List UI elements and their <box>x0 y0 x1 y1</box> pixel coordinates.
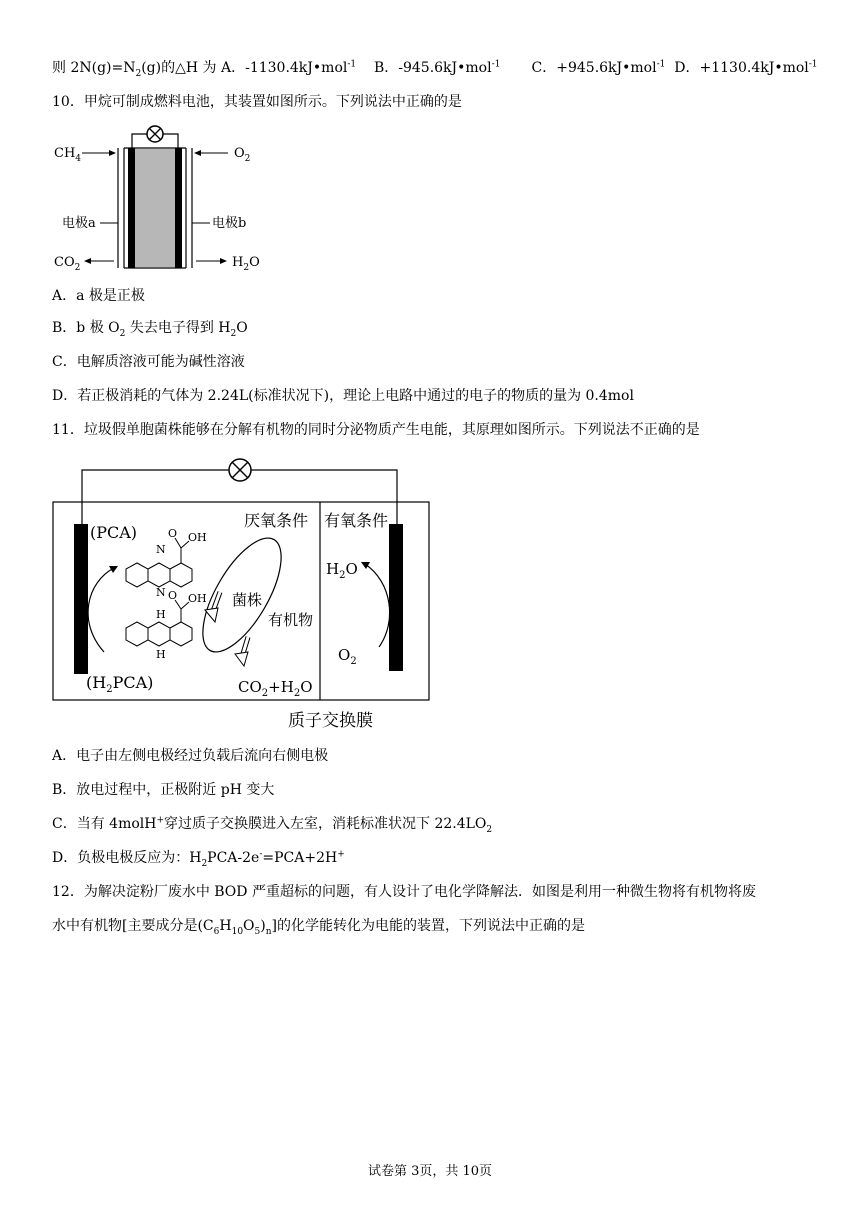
q10-option-d: D．若正极消耗的气体为 2.24L(标准状况下)，理论上电路中通过的电子的物质的量为 0.4mol <box>52 388 634 404</box>
q10-fuel-cell-diagram <box>52 118 282 278</box>
products-label: $CO_2+H_2O$ <box>238 678 313 699</box>
load-icon <box>147 126 163 142</box>
h2pca-label: $(H_2PCA)$ <box>86 673 154 695</box>
membrane-label: 质子交换膜 <box>288 711 373 731</box>
h2o-label: $H_2O$ <box>232 255 260 273</box>
right-electrode <box>389 524 403 671</box>
q11-option-b: B．放电过程中，正极附近 pH 变大 <box>52 782 275 798</box>
q11-microbial-cell-diagram <box>52 452 432 734</box>
svg-text:N: N <box>156 543 166 556</box>
q12-stem-line2: 水中有机物[主要成分是$(C_6H_{10}O_5)_n$]的化学能转化为电能的装置，下列说法中正确的是 <box>52 918 585 937</box>
svg-text:N: N <box>156 586 166 599</box>
aerobic-label: 有氧条件 <box>324 511 389 530</box>
electrode-b <box>175 148 182 268</box>
q11-option-c: C．当有 4molH+穿过质子交换膜进入左室，消耗标准状况下 $22.4LO_2$ <box>52 815 493 835</box>
strain-label: 菌株 <box>232 591 263 609</box>
q12-stem-line1: 12．为解决淀粉厂废水中 BOD 严重超标的问题，有人设计了电化学降解法．如图是利用一种微生物将有机物将废 <box>52 884 756 900</box>
ch4-label: $CH_4$ <box>54 146 82 164</box>
h2o-label: $H_2O$ <box>326 560 358 581</box>
q10-stem: 10．甲烷可制成燃料电池，其装置如图所示。下列说法中正确的是 <box>52 94 462 110</box>
svg-text:O: O <box>168 527 178 540</box>
q11-option-d: D．负极电极反应为：$H_2PCA-2e^-=PCA+2H^+$ <box>52 849 345 869</box>
q11-option-a: A．电子由左侧电极经过负载后流向右侧电极 <box>52 748 329 764</box>
svg-text:O: O <box>168 589 178 602</box>
q9-option-d: D．+1130.4kJ•mol$^{-1}$ <box>674 59 818 76</box>
left-electrode <box>74 524 88 674</box>
organic-label: 有机物 <box>268 611 314 629</box>
o2-label: $O_2$ <box>338 646 357 667</box>
q9-option-a: A．-1130.4kJ•mol$^{-1}$ <box>220 59 357 76</box>
q10-option-a: A．a 极是正极 <box>52 288 145 304</box>
anaerobic-label: 厌氧条件 <box>244 511 309 530</box>
co2-label: $CO_2$ <box>54 255 81 273</box>
svg-text:H: H <box>156 648 166 661</box>
electrode-a <box>128 148 135 268</box>
q9-option-b: B．-945.6kJ•mol$^{-1}$ <box>373 59 501 76</box>
electrode-a-label: 电极a <box>62 216 96 231</box>
q9-option-c: C．+945.6kJ•mol$^{-1}$ <box>531 59 666 76</box>
pca-label: (PCA) <box>90 523 138 542</box>
svg-text:OH: OH <box>188 531 207 544</box>
load-icon <box>229 459 251 481</box>
electrode-b-label: 电极b <box>212 216 247 231</box>
h2pca-molecule <box>126 600 192 646</box>
o2-label: $O_2$ <box>234 146 251 164</box>
q11-stem: 11．垃圾假单胞菌株能够在分解有机物的同时分泌物质产生电能，其原理如图所示。下列说法不正确的是 <box>52 422 700 438</box>
q10-option-b: B．b 极 $O_2$ 失去电子得到 $H_2O$ <box>52 320 248 339</box>
page-footer: 试卷第 3页，共 10页 <box>367 1164 493 1179</box>
q10-option-c: C．电解质溶液可能为碱性溶液 <box>52 354 245 370</box>
svg-text:OH: OH <box>188 592 207 605</box>
q9-answer-line: 则 $2N(g)=N_2(g)$的△H 为 A．-1130.4kJ•mol$^{-1}$ B．-945.6kJ•mol$^{-1}$ C．+945.6kJ•mol$^{-1}$ D．+1130.4kJ•mol$^{-1}$ <box>52 59 818 79</box>
svg-text:H: H <box>156 608 166 621</box>
